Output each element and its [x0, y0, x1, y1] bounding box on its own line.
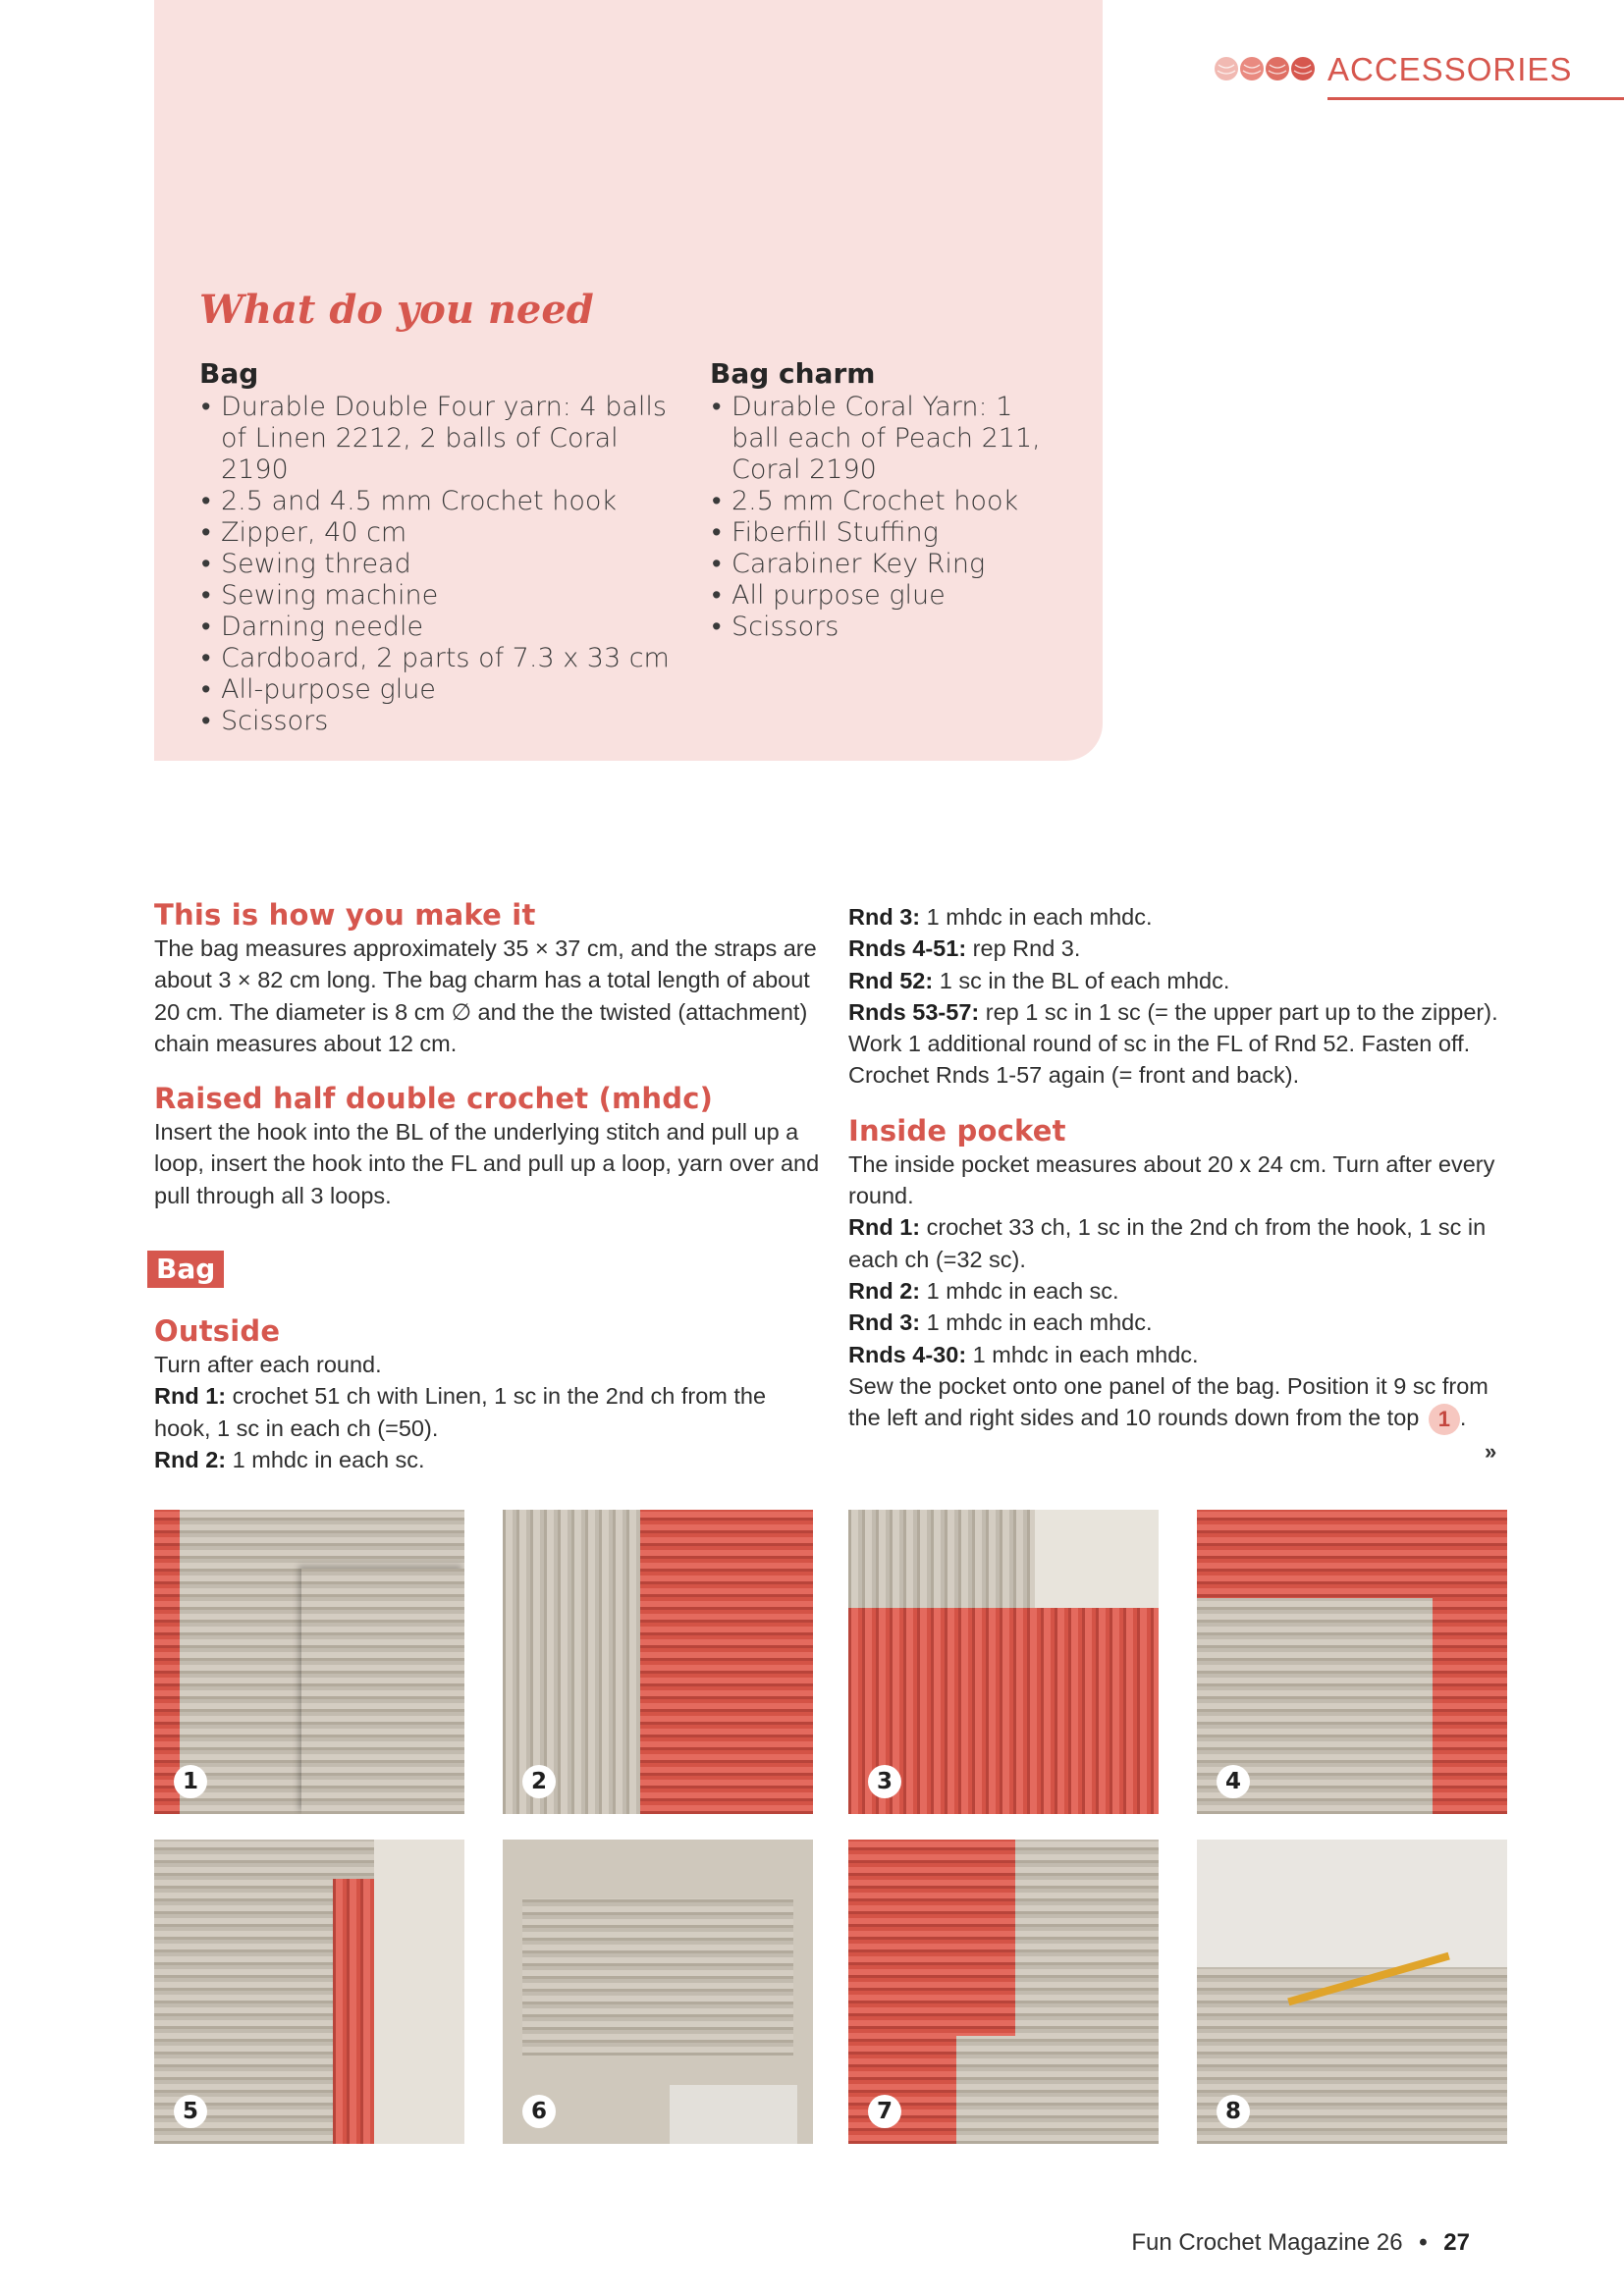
materials-box [154, 0, 1103, 761]
step-photo-6 [503, 1840, 813, 2144]
round-text: rep 1 sc in 1 sc (= the upper part up to the zipper). [979, 998, 1498, 1025]
round-text: 1 mhdc in each mhdc. [920, 1309, 1153, 1336]
outside-rnd52 [848, 965, 1516, 996]
outside-closing: Work 1 additional round of sc in the FL of Rnd 52. Fasten off. Crochet Rnds 1-57 again (= front and back). [848, 1031, 1471, 1089]
round-text: crochet 33 ch, 1 sc in the 2nd ch from the hook, 1 sc in each ch (=32 sc). [848, 1214, 1487, 1272]
round-text: crochet 51 ch with Linen, 1 sc in the 2nd ch from the hook, 1 sc in each ch (=50). [154, 1383, 767, 1441]
charm-materials [710, 357, 1056, 643]
list-item: • Scissors [199, 706, 673, 737]
outside-rnd4 [848, 933, 1516, 964]
figure-reference: 1 [1429, 1404, 1460, 1435]
section-label: ACCESSORIES [1327, 51, 1573, 87]
pocket-rnd1 [848, 1211, 1516, 1275]
round-label: Rnds 53-57: [848, 998, 980, 1025]
outside-rnd1 [154, 1380, 822, 1444]
bag-materials-heading: Bag [199, 357, 259, 390]
photo-number: 4 [1217, 1765, 1250, 1798]
round-label: Rnds 4-51: [848, 935, 967, 962]
step-photo-2 [503, 1510, 813, 1814]
round-label: Rnd 52: [848, 967, 934, 993]
pocket-rnd3 [848, 1307, 1516, 1338]
outside-rnd53 [848, 996, 1516, 1028]
round-text: 1 mhdc in each mhdc. [966, 1341, 1199, 1367]
photo-number: 7 [868, 2095, 901, 2128]
round-label: Rnd 3: [848, 1309, 921, 1336]
pocket-heading: Inside pocket [848, 1113, 1066, 1148]
howto-text: The bag measures approximately 35 × 37 cm, and the straps are about 3 × 82 cm long. The bag charm has a total length of about 20 cm. The diameter is 8 cm ∅ and the the twisted (attachment) chain measures about 12 cm. [154, 935, 817, 1056]
photo-number: 3 [868, 1765, 901, 1798]
list-item: • 2.5 and 4.5 mm Crochet hook [199, 486, 673, 517]
photo-number: 6 [522, 2095, 556, 2128]
step-photo-3 [848, 1510, 1159, 1814]
list-item: • Cardboard, 2 parts of 7.3 x 33 cm [199, 643, 673, 674]
photo-number: 2 [522, 1765, 556, 1798]
step-photo-4 [1197, 1510, 1507, 1814]
step-photo-7 [848, 1840, 1159, 2144]
closing-period: . [1459, 1405, 1467, 1431]
bag-materials [199, 357, 673, 737]
step-photo-8 [1197, 1840, 1507, 2144]
list-item: • 2.5 mm Crochet hook [710, 486, 1056, 517]
outside-rnd3 [848, 901, 1516, 933]
howto-heading: This is how you make it [154, 898, 536, 932]
outside-intro: Turn after each round. [154, 1352, 382, 1378]
round-text: 1 sc in the BL of each mhdc. [933, 967, 1230, 993]
pocket-rnd2 [848, 1275, 1516, 1307]
list-item: • Sewing machine [199, 580, 673, 612]
outside-heading: Outside [154, 1314, 281, 1349]
round-text: rep Rnd 3. [966, 935, 1081, 962]
magazine-title: Fun Crochet Magazine 26 [1131, 2229, 1403, 2256]
footer-separator: • [1419, 2229, 1428, 2256]
yarn-balls-icon [1214, 56, 1320, 81]
pocket-intro: The inside pocket measures about 20 x 24 cm. Turn after every round. [848, 1150, 1495, 1209]
photo-number: 8 [1217, 2095, 1250, 2128]
pocket-closing [848, 1370, 1516, 1435]
round-text: 1 mhdc in each sc. [920, 1277, 1119, 1304]
page-number: 27 [1443, 2229, 1470, 2256]
photo-number: 5 [174, 2095, 207, 2128]
step-photo-5 [154, 1840, 464, 2144]
list-item: • Darning needle [199, 612, 673, 643]
round-label: Rnd 2: [154, 1446, 227, 1472]
outside-rnd2 [154, 1444, 822, 1475]
round-label: Rnd 1: [848, 1214, 921, 1241]
step-photo-1 [154, 1510, 464, 1814]
left-column [154, 897, 822, 1475]
right-column [848, 901, 1516, 1435]
pocket-closing-text: Sew the pocket onto one panel of the bag. Position it 9 sc from the left and right sides and 10 rounds down from the top [848, 1372, 1489, 1431]
round-label: Rnd 2: [848, 1277, 921, 1304]
round-text: 1 mhdc in each sc. [226, 1446, 425, 1472]
mhdc-heading: Raised half double crochet (mhdc) [154, 1082, 714, 1116]
list-item: • All purpose glue [710, 580, 1056, 612]
charm-materials-heading: Bag charm [710, 357, 876, 390]
list-item: • All-purpose glue [199, 674, 673, 706]
list-item: • Sewing thread [199, 549, 673, 580]
section-rule [1327, 97, 1624, 100]
bag-section-tag: Bag [147, 1251, 224, 1288]
round-label: Rnds 4-30: [848, 1341, 967, 1367]
list-item: • Carabiner Key Ring [710, 549, 1056, 580]
round-label: Rnd 3: [848, 904, 921, 930]
list-item: • Scissors [710, 612, 1056, 643]
pocket-rnd4 [848, 1339, 1516, 1370]
mhdc-text: Insert the hook into the BL of the underlying stitch and pull up a loop, insert the hook into the FL and pull up a loop, yarn over and pull through all 3 loops. [154, 1119, 820, 1208]
round-text: 1 mhdc in each mhdc. [920, 904, 1153, 930]
list-item: • Durable Double Four yarn: 4 balls of Linen 2212, 2 balls of Coral 2190 [199, 392, 673, 486]
needs-title: What do you need [199, 287, 594, 333]
list-item: • Durable Coral Yarn: 1 ball each of Peach 211, Coral 2190 [710, 392, 1056, 486]
footer [1131, 2229, 1470, 2257]
photo-number: 1 [174, 1765, 207, 1798]
list-item: • Zipper, 40 cm [199, 517, 673, 549]
continue-icon: » [1485, 1439, 1497, 1464]
list-item: • Fiberfill Stuffing [710, 517, 1056, 549]
round-label: Rnd 1: [154, 1383, 227, 1410]
